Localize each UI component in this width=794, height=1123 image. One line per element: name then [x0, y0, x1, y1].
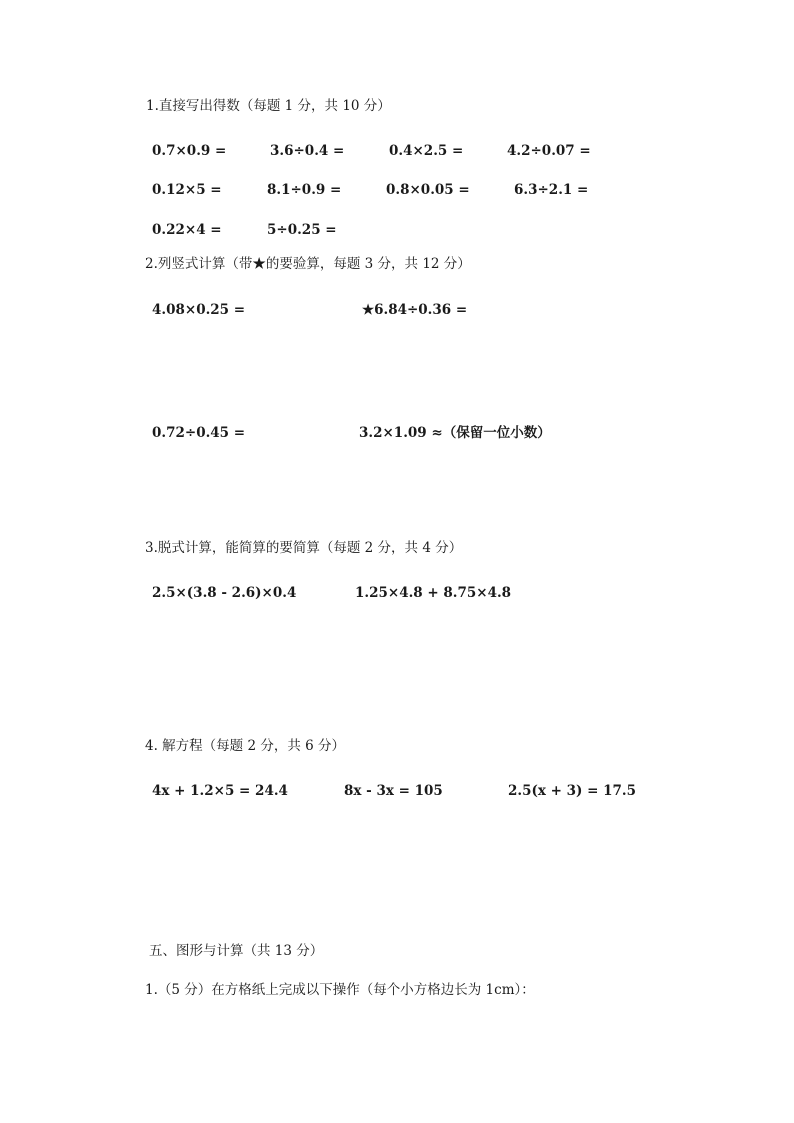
problem-1-7: 0.8×0.05 =: [386, 182, 470, 198]
equation-1: 4x + 1.2×5 = 24.4: [152, 783, 288, 799]
problem-1-1: 0.7×0.9 =: [152, 143, 227, 159]
problem-3-1: 2.5×(3.8 - 2.6)×0.4: [152, 585, 297, 601]
problem-1-4: 4.2÷0.07 =: [507, 143, 591, 159]
section1-heading: 1.直接写出得数（每题 1 分，共 10 分）: [146, 98, 391, 114]
problem-1-2: 3.6÷0.4 =: [270, 143, 345, 159]
problem-2-4: 3.2×1.09 ≈（保留一位小数）: [359, 425, 551, 441]
equation-2: 8x - 3x = 105: [344, 783, 443, 799]
problem-2-2: ★6.84÷0.36 =: [362, 302, 468, 318]
problem-1-5: 0.12×5 =: [152, 182, 222, 198]
problem-1-10: 5÷0.25 =: [267, 222, 337, 238]
problem-2-3: 0.72÷0.45 =: [152, 425, 246, 441]
section5-question-1: 1.（5 分）在方格纸上完成以下操作（每个小方格边长为 1cm）：: [145, 982, 535, 998]
problem-3-2: 1.25×4.8 + 8.75×4.8: [355, 585, 512, 601]
section3-heading: 3.脱式计算，能简算的要简算（每题 2 分，共 4 分）: [145, 540, 463, 556]
problem-1-8: 6.3÷2.1 =: [514, 182, 589, 198]
section4-heading: 4. 解方程（每题 2 分，共 6 分）: [145, 738, 346, 754]
problem-1-3: 0.4×2.5 =: [389, 143, 464, 159]
section2-heading: 2.列竖式计算（带★的要验算，每题 3 分，共 12 分）: [145, 256, 471, 272]
section5-heading: 五、图形与计算（共 13 分）: [149, 943, 324, 959]
equation-3: 2.5(x + 3) = 17.5: [508, 783, 637, 799]
problem-1-6: 8.1÷0.9 =: [267, 182, 342, 198]
problem-2-1: 4.08×0.25 =: [152, 302, 246, 318]
problem-1-9: 0.22×4 =: [152, 222, 222, 238]
